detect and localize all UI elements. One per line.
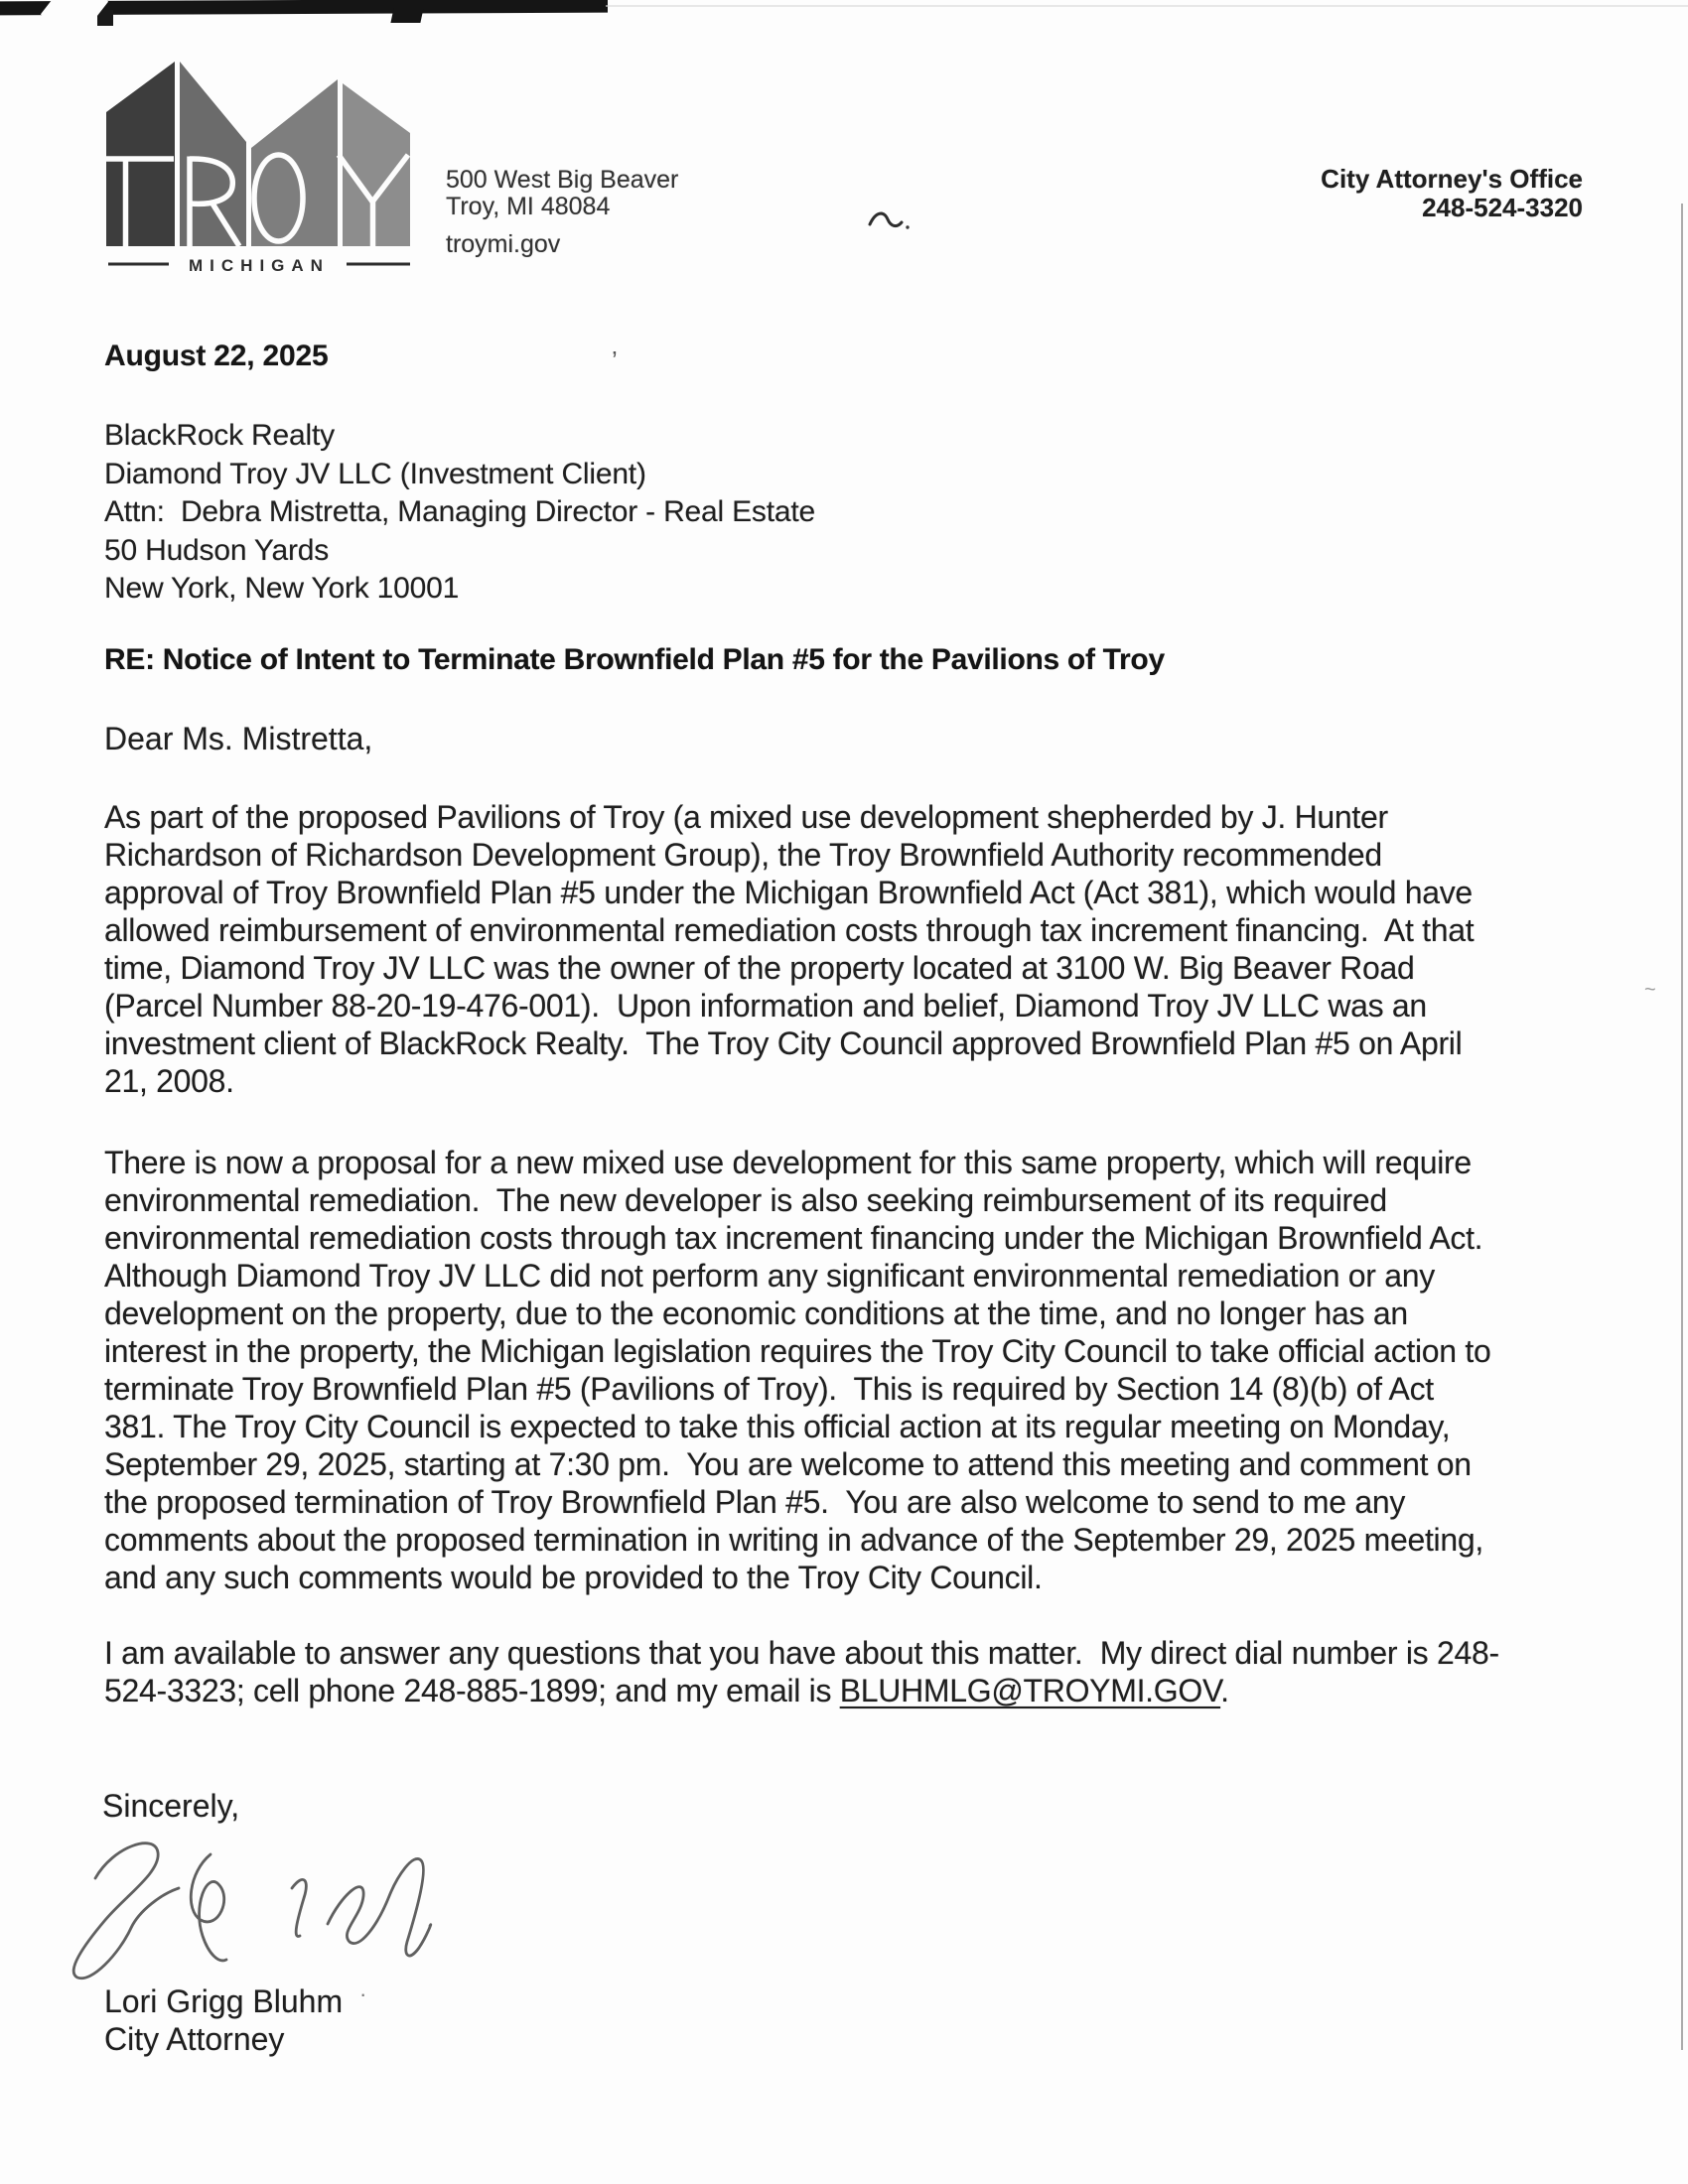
paragraph-2-line: 381. The Troy City Council is expected to take this official action at its regular meeting on Monday, — [104, 1409, 1451, 1444]
salutation: Dear Ms. Mistretta, — [104, 721, 373, 756]
signer-title: City Attorney — [104, 2021, 285, 2057]
paragraph-1-line: Richardson of Richardson Development Group), the Troy Brownfield Authority recommended — [104, 837, 1382, 873]
contact-text: 524-3323; cell phone 248-885-1899; and my email is — [104, 1673, 840, 1708]
email-address: BLUHMLG@TROYMI.GOV — [839, 1673, 1221, 1708]
paragraph-2-line: the proposed termination of Troy Brownfield Plan #5. You are also welcome to send to me any — [104, 1484, 1406, 1520]
signer-name: Lori Grigg Bluhm — [104, 1983, 344, 2019]
paragraph-1-line: 21, 2008. — [104, 1063, 234, 1099]
recipient-company: BlackRock Realty — [104, 419, 335, 452]
recipient-entity: Diamond Troy JV LLC (Investment Client) — [104, 457, 646, 490]
paragraph-1-line: time, Diamond Troy JV LLC was the owner of the property located at 3100 W. Big Beaver Road — [104, 950, 1415, 986]
letterhead-office-block — [1321, 165, 1583, 222]
office-name: City Attorney's Office — [1321, 164, 1583, 194]
closing: Sincerely, — [102, 1788, 240, 1824]
paragraph-1 — [104, 798, 1474, 1100]
scan-artifact-top-line — [606, 5, 1688, 7]
paragraph-3-line2 — [104, 1672, 1499, 1709]
paragraph-2-line: September 29, 2025, starting at 7:30 pm. You are welcome to attend this meeting and comment on — [104, 1446, 1472, 1482]
logo-shape-dark — [106, 62, 175, 246]
paragraph-2 — [104, 1144, 1490, 1596]
handwritten-signature — [62, 1833, 434, 1983]
letter-date: August 22, 2025 — [104, 340, 329, 372]
logo-state-label: MICHIGAN — [189, 256, 330, 275]
paragraph-2-line: Although Diamond Troy JV LLC did not perform any significant environmental remediation or any — [104, 1258, 1435, 1294]
paragraph-2-line: There is now a proposal for a new mixed use development for this same property, which will require — [104, 1145, 1472, 1180]
paragraph-2-line: environmental remediation costs through tax increment financing under the Michigan Brownfield Act. — [104, 1220, 1483, 1256]
scan-speck-2: ~ — [1644, 979, 1656, 1001]
paragraph-1-line: (Parcel Number 88-20-19-476-001). Upon information and belief, Diamond Troy JV LLC was an — [104, 988, 1427, 1024]
scan-speck-1: ’ — [612, 345, 618, 375]
recipient-street: 50 Hudson Yards — [104, 533, 330, 567]
recipient-block — [104, 417, 815, 609]
paragraph-1-line: As part of the proposed Pavilions of Troy (a mixed use development shepherded by J. Hunter — [104, 799, 1388, 835]
office-phone: 248-524-3320 — [1422, 193, 1583, 222]
paragraph-2-line: interest in the property, the Michigan legislation requires the Troy City Council to take official action to — [104, 1333, 1491, 1369]
paragraph-1-line: approval of Troy Brownfield Plan #5 under the Michigan Brownfield Act (Act 381), which would have — [104, 875, 1473, 910]
paragraph-1-line: investment client of BlackRock Realty. The Troy City Council approved Brownfield Plan #5 on April — [104, 1025, 1463, 1061]
paragraph-2-line: comments about the proposed termination in writing in advance of the September 29, 2025 meeting, — [104, 1522, 1483, 1558]
scan-artifact-nub — [390, 8, 423, 23]
paragraph-2-line: environmental remediation. The new developer is also seeking reimbursement of its required — [104, 1182, 1387, 1218]
signature-block — [104, 1982, 343, 2058]
letterhead-address — [446, 167, 678, 258]
paragraph-3-line1: I am available to answer any questions that you have about this matter. My direct dial number is 248- — [104, 1635, 1499, 1671]
letterhead-website: troymi.gov — [446, 230, 561, 258]
recipient-city: New York, New York 10001 — [104, 572, 460, 605]
recipient-attn: Attn: Debra Mistretta, Managing Director - Real Estate — [104, 495, 815, 528]
sentence-period: . — [1220, 1673, 1229, 1708]
paragraph-2-line: development on the property, due to the economic conditions at the time, and no longer has an — [104, 1296, 1408, 1331]
scan-squiggle-mark — [866, 206, 912, 238]
paragraph-2-line: terminate Troy Brownfield Plan #5 (Pavilions of Troy). This is required by Section 14 (8)(b) of Act — [104, 1371, 1434, 1407]
paragraph-2-line: and any such comments would be provided to the Troy City Council. — [104, 1560, 1043, 1595]
subject-line: RE: Notice of Intent to Terminate Brownfield Plan #5 for the Pavilions of Troy — [104, 643, 1165, 676]
troy-michigan-logo — [102, 58, 415, 280]
letterhead-address-line1: 500 West Big Beaver — [446, 166, 679, 194]
letterhead-address-line2: Troy, MI 48084 — [446, 193, 611, 220]
scan-speck-3: · — [359, 1981, 367, 2006]
paragraph-3 — [104, 1634, 1499, 1709]
scan-artifact-right-edge-line — [1681, 204, 1683, 2050]
paragraph-1-line: allowed reimbursement of environmental remediation costs through tax increment financing. At that — [104, 912, 1475, 948]
